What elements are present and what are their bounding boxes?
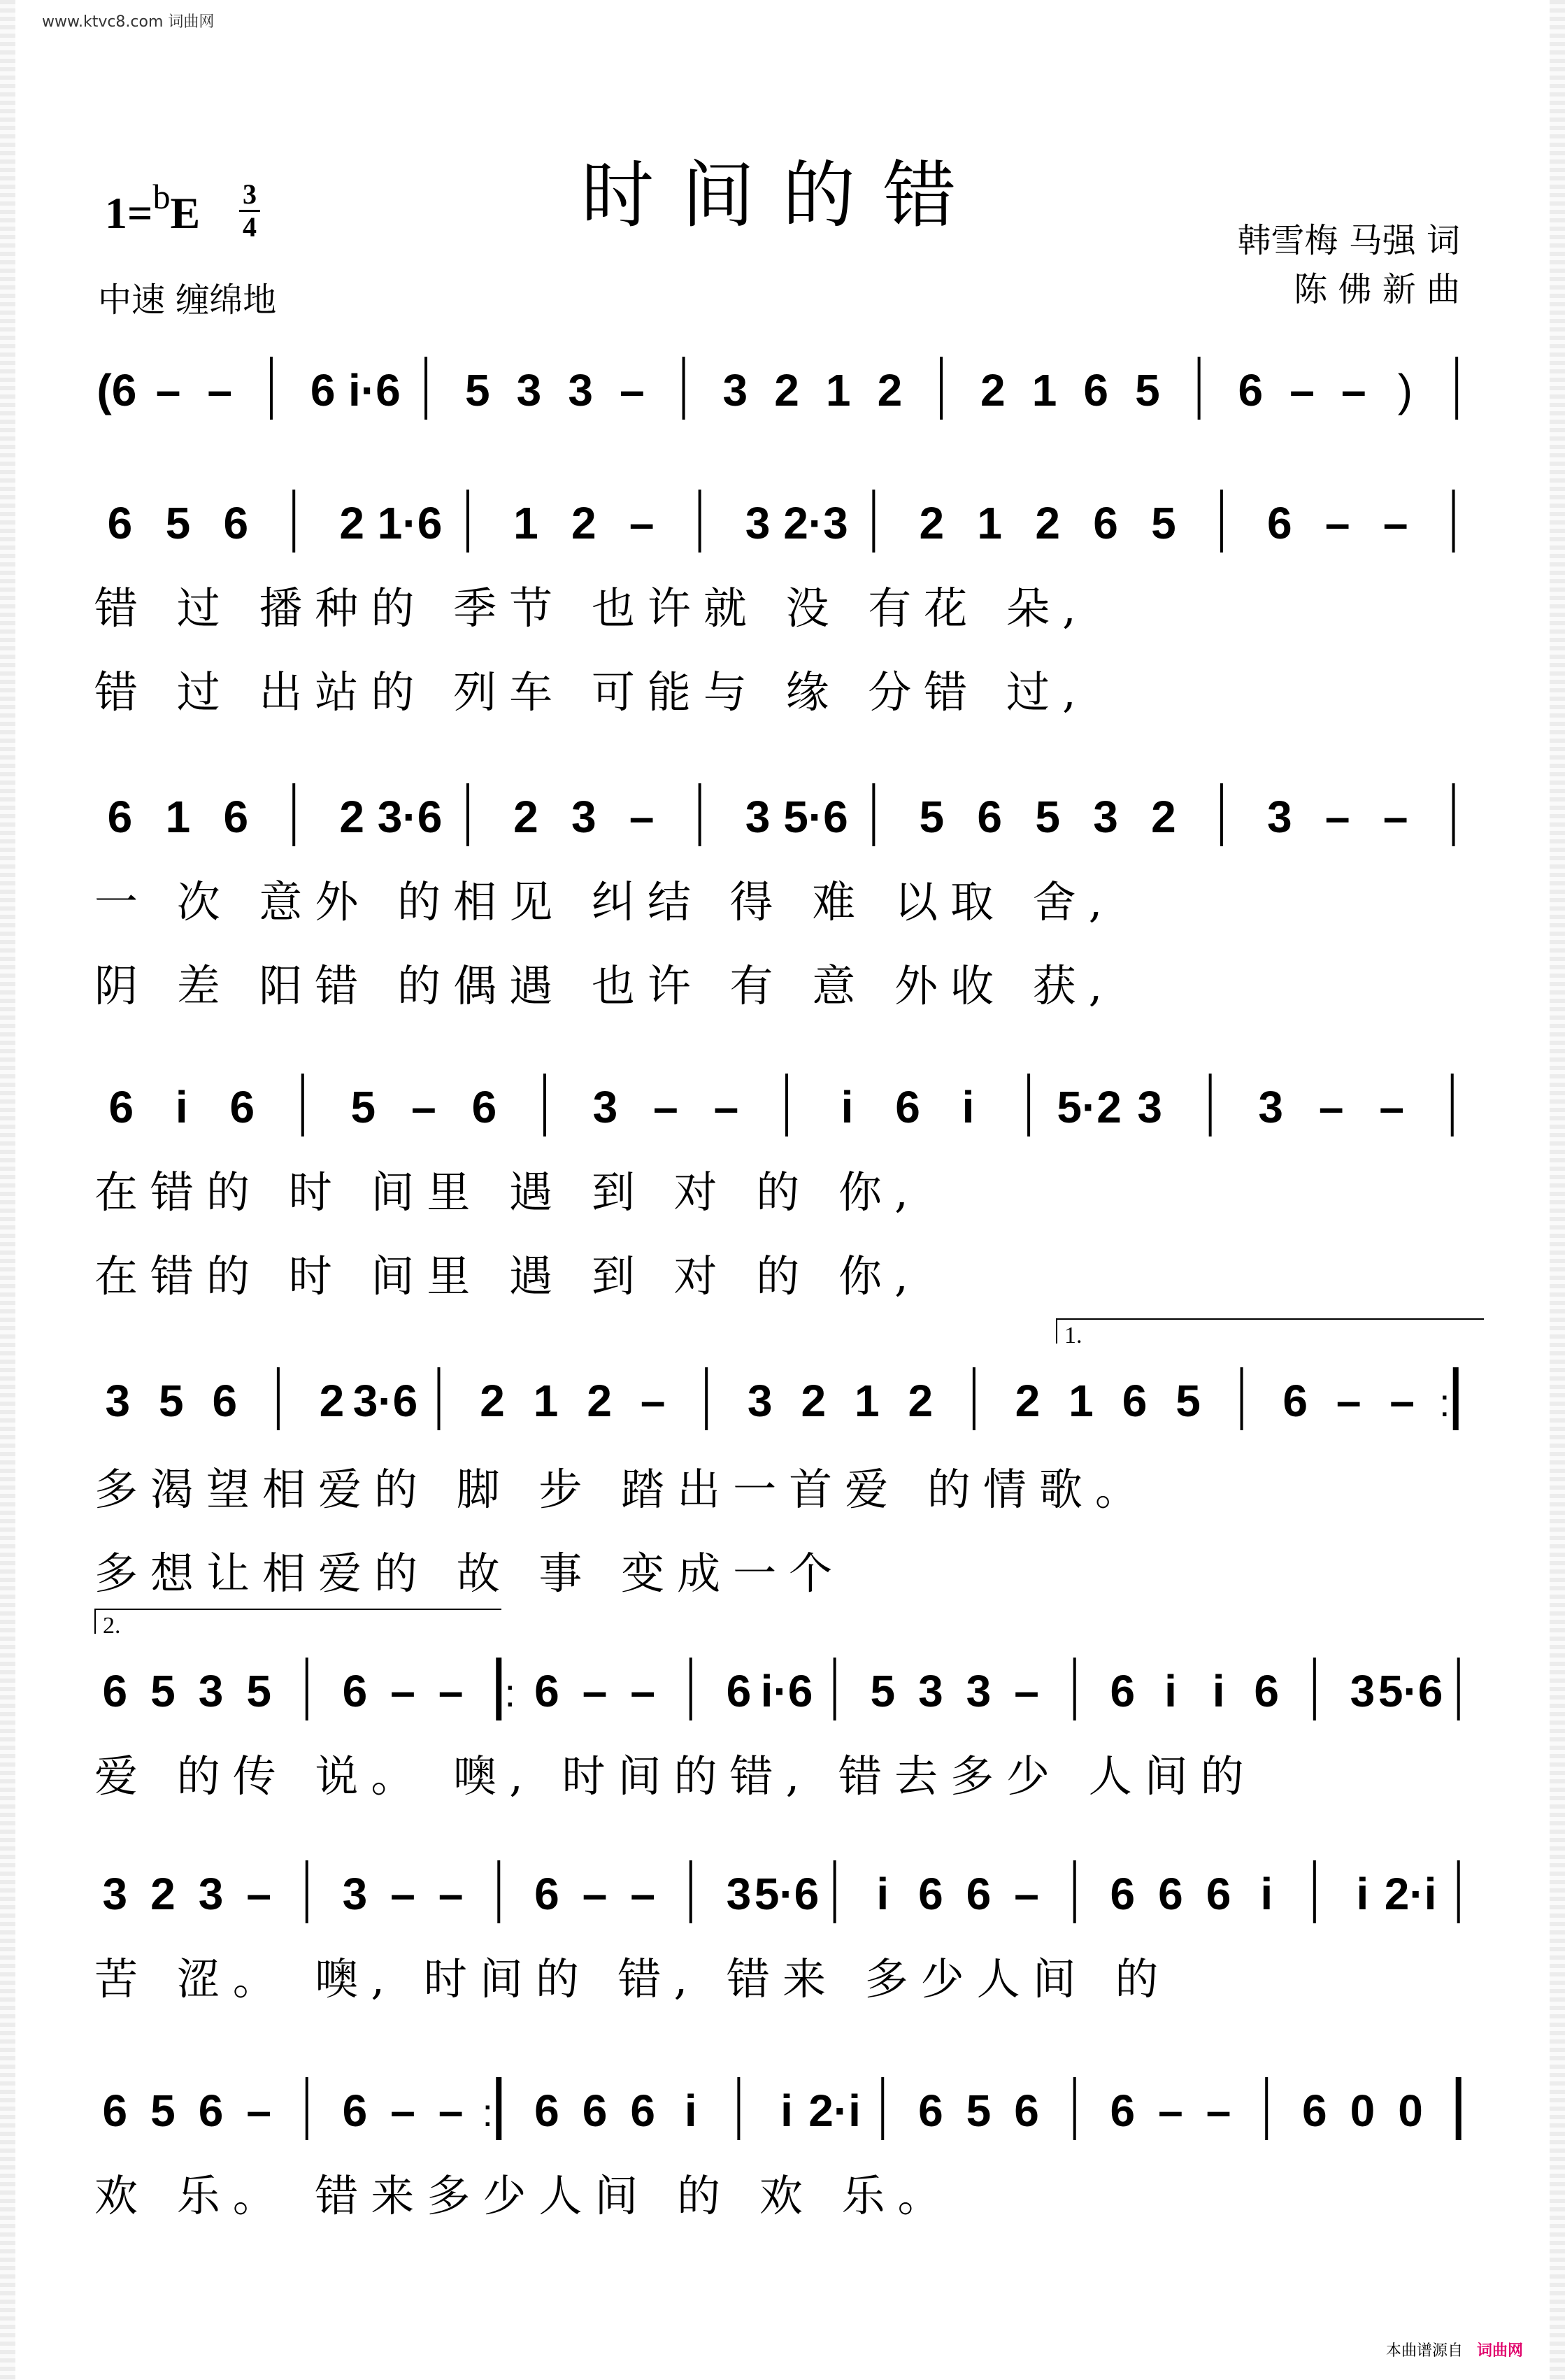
repeat-dots: :	[504, 1671, 516, 1715]
note: –	[640, 1376, 666, 1426]
note: 6	[1110, 1869, 1136, 1919]
footer-logo: 词曲网	[1476, 2342, 1523, 2360]
note: i	[841, 1082, 854, 1132]
note: 6	[582, 2086, 608, 2136]
note: –	[629, 792, 655, 842]
lyric-line: 多想让相爱的 故 事 变成一个	[94, 1548, 845, 1599]
note: 3	[745, 792, 771, 842]
note: 6	[229, 1082, 255, 1132]
note: 6	[107, 498, 133, 548]
lyric-line: 一 次 意外 的相见 纠结 得 难 以取 舍,	[94, 876, 1115, 927]
note: 3	[571, 792, 596, 842]
lyric-line: 苦 涩。 噢, 时间的 错, 错来 多少人间 的	[94, 1953, 1171, 2004]
lyric-line: 在错的 时 间里 遇 到 对 的 你,	[94, 1250, 921, 1302]
note: 6	[1238, 365, 1264, 415]
tempo-marking: 中速 缠绵地	[98, 280, 277, 320]
note: 1	[165, 792, 191, 842]
repeat-dots: :	[1438, 1381, 1450, 1425]
lyric-line: 爱 的传 说。 噢, 时间的错, 错去多少 人间的	[94, 1751, 1257, 1802]
note: –	[1324, 498, 1350, 548]
note: i	[1356, 1869, 1369, 1919]
note: i	[780, 2086, 793, 2136]
note: 3·6	[377, 792, 443, 842]
note: –	[246, 1869, 271, 1919]
note: 6	[310, 365, 336, 415]
note: i	[175, 1082, 188, 1132]
meter-bottom: 4	[243, 211, 257, 243]
note: –	[630, 1666, 655, 1716]
note: 6	[1266, 498, 1292, 548]
note: 6	[102, 2086, 128, 2136]
note: 5	[165, 498, 191, 548]
note: 6	[1158, 1869, 1183, 1919]
lyric-line: 多渴望相爱的 脚 步 踏出一首爱 的情歌。	[94, 1464, 1151, 1515]
note: 5	[870, 1666, 896, 1716]
note: 1	[533, 1376, 559, 1426]
note: 5	[150, 1666, 176, 1716]
note: i	[1164, 1666, 1177, 1716]
note: 6	[1254, 1666, 1280, 1716]
note: 2	[513, 792, 538, 842]
notation-row-3	[91, 755, 1482, 881]
note: i	[876, 1869, 889, 1919]
note: –	[1014, 1666, 1039, 1716]
right-border-strip	[1550, 0, 1565, 2380]
note: –	[438, 1869, 464, 1919]
note: 1	[1069, 1376, 1094, 1426]
note: 1	[977, 498, 1003, 548]
note: 2	[339, 498, 364, 548]
note: 2	[319, 1376, 345, 1426]
note: 6	[977, 792, 1003, 842]
note: 1·6	[377, 498, 443, 548]
note: (6	[97, 365, 137, 415]
note: 6	[534, 1869, 559, 1919]
note: 3	[966, 1666, 992, 1716]
note: 2	[150, 1869, 176, 1919]
note: 6	[630, 2086, 655, 2136]
time-signature	[239, 180, 260, 241]
left-border-strip	[0, 0, 15, 2380]
note: 6	[107, 792, 133, 842]
note: 1	[855, 1376, 880, 1426]
key-prefix: 1=	[105, 188, 153, 238]
note: 3	[516, 365, 542, 415]
notation-line	[91, 2049, 1482, 2175]
note: –	[438, 1666, 464, 1716]
note: –	[1206, 2086, 1231, 2136]
notation-row-5	[91, 1339, 1482, 1465]
note: i·6	[348, 365, 401, 415]
notation-row-2	[91, 462, 1482, 587]
note: –	[1158, 2086, 1183, 2136]
note: –	[1318, 1082, 1344, 1132]
note: –	[630, 1869, 655, 1919]
note: –	[246, 2086, 271, 2136]
note: i	[1260, 1869, 1273, 1919]
note: 3	[592, 1082, 618, 1132]
notation-row-7	[91, 1832, 1482, 1958]
note: 6	[1083, 365, 1109, 415]
note: 2	[1151, 792, 1176, 842]
note: 3	[726, 1869, 752, 1919]
composer-credit: 陈 佛 新 曲	[1294, 270, 1460, 309]
note: –	[155, 365, 181, 415]
note: 6	[223, 498, 249, 548]
note: 6	[918, 2086, 943, 2136]
note: 3·6	[352, 1376, 418, 1426]
note: 0	[1350, 2086, 1375, 2136]
note: 2·i	[1384, 1869, 1437, 1919]
note: –	[1382, 792, 1408, 842]
note: 3	[198, 1869, 224, 1919]
note: –	[438, 2086, 464, 2136]
note: –	[1379, 1082, 1405, 1132]
meter-top: 3	[243, 178, 257, 210]
notation-line	[91, 329, 1482, 455]
note: 3	[568, 365, 593, 415]
note: 3	[1266, 792, 1292, 842]
site-watermark: www.ktvc8.com 词曲网	[42, 13, 215, 31]
note: 2	[1035, 498, 1060, 548]
song-title: 时间的错	[580, 152, 984, 238]
note: 5	[246, 1666, 271, 1716]
note: –	[207, 365, 233, 415]
notation-row-1	[91, 329, 1482, 455]
notation-line	[91, 1339, 1482, 1465]
note: –	[582, 1666, 608, 1716]
note: 6	[223, 792, 249, 842]
repeat-dots: :	[482, 2090, 494, 2135]
notation-row-4	[91, 1046, 1482, 1171]
note: 3	[342, 1869, 368, 1919]
note: i	[684, 2086, 697, 2136]
notation-line	[91, 1046, 1482, 1171]
note: 6	[1014, 2086, 1039, 2136]
note: 6	[1093, 498, 1118, 548]
note: –	[1341, 365, 1366, 415]
note: 2	[877, 365, 903, 415]
lyricist-credit: 韩雪梅 马强 词	[1237, 221, 1460, 260]
first-ending-bracket: 1.	[1056, 1318, 1484, 1344]
lyric-line: 阴 差 阳错 的偶遇 也许 有 意 外收 获,	[94, 960, 1115, 1011]
note: 6	[471, 1082, 497, 1132]
note: 6	[534, 1666, 559, 1716]
note: –	[620, 365, 645, 415]
note: –	[1336, 1376, 1362, 1426]
notation-line	[91, 755, 1482, 881]
note: 6	[966, 1869, 992, 1919]
note: 6	[534, 2086, 559, 2136]
notation-row-6	[91, 1630, 1482, 1755]
note: –	[713, 1082, 739, 1132]
note: 3	[918, 1666, 943, 1716]
note: 1	[513, 498, 538, 548]
note: 2·i	[808, 2086, 861, 2136]
note: 2·3	[783, 498, 848, 548]
note: 6	[918, 1869, 943, 1919]
source-footer	[1386, 2339, 1523, 2360]
note: i	[962, 1082, 975, 1132]
note: 2	[480, 1376, 505, 1426]
note: 2	[980, 365, 1006, 415]
note: 5·6	[754, 1869, 820, 1919]
note: 2	[774, 365, 799, 415]
note: 3	[747, 1376, 773, 1426]
note: 6	[342, 2086, 368, 2136]
note: 3	[722, 365, 748, 415]
notation-row-8	[91, 2049, 1482, 2175]
flat-sign: b	[152, 177, 171, 216]
lyric-line: 错 过 出站的 列车 可能与 缘 分错 过,	[94, 667, 1089, 718]
key-tonic: E	[170, 188, 201, 238]
note: –	[390, 1869, 415, 1919]
note: i·6	[760, 1666, 813, 1716]
note: 6	[102, 1666, 128, 1716]
note: 3	[1137, 1082, 1162, 1132]
note: –	[1324, 792, 1350, 842]
note: 5	[159, 1376, 184, 1426]
note: 5	[966, 2086, 992, 2136]
note: 2	[908, 1376, 934, 1426]
note: 1	[825, 365, 851, 415]
note: 6	[342, 1666, 368, 1716]
notation-line	[91, 1832, 1482, 1958]
note: 5	[1035, 792, 1060, 842]
lyric-line: 在错的 时 间里 遇 到 对 的 你,	[94, 1167, 921, 1218]
note: 1	[1031, 365, 1057, 415]
note: 2	[339, 792, 364, 842]
note: –	[582, 1869, 608, 1919]
lyric-line: 欢 乐。 错来多少人间 的 欢 乐。	[94, 2170, 954, 2221]
note: 5	[150, 2086, 176, 2136]
footer-source-text: 本曲谱源自	[1385, 2342, 1463, 2360]
paren-mark: )	[1397, 365, 1413, 415]
second-ending-bracket: 2.	[94, 1609, 501, 1634]
lyric-line: 错 过 播种的 季节 也许就 没 有花 朵,	[94, 583, 1089, 634]
note: 2	[571, 498, 596, 548]
note: 5·6	[1378, 1666, 1443, 1716]
note: 6	[1110, 2086, 1136, 2136]
note: 5	[464, 365, 490, 415]
note: –	[1014, 1869, 1039, 1919]
note: 6	[1302, 2086, 1327, 2136]
note: 6	[895, 1082, 920, 1132]
note: –	[390, 2086, 415, 2136]
notation-line	[91, 462, 1482, 587]
key-signature	[105, 177, 201, 239]
notation-line	[91, 1630, 1482, 1755]
note: 5	[1175, 1376, 1201, 1426]
note: 6	[726, 1666, 752, 1716]
note: 5	[350, 1082, 376, 1132]
note: 6	[212, 1376, 238, 1426]
note: i	[1212, 1666, 1225, 1716]
note: 6	[1122, 1376, 1148, 1426]
note: 2	[587, 1376, 612, 1426]
note: 6	[198, 2086, 224, 2136]
note: 5	[919, 792, 945, 842]
note: 3	[745, 498, 771, 548]
note: 5	[1151, 498, 1176, 548]
note: –	[1289, 365, 1315, 415]
note: –	[390, 1666, 415, 1716]
note: –	[629, 498, 655, 548]
note: 2	[801, 1376, 827, 1426]
note: 6	[108, 1082, 134, 1132]
note: 5	[1135, 365, 1160, 415]
note: 3	[198, 1666, 224, 1716]
note: –	[411, 1082, 436, 1132]
note: 2	[1015, 1376, 1041, 1426]
note: 2	[919, 498, 945, 548]
note: 3	[1350, 1666, 1375, 1716]
note: –	[1382, 498, 1408, 548]
note: 3	[1093, 792, 1118, 842]
note: 3	[102, 1869, 128, 1919]
note: 3	[105, 1376, 131, 1426]
note: 0	[1398, 2086, 1423, 2136]
note: 6	[1110, 1666, 1136, 1716]
note: 6	[1282, 1376, 1308, 1426]
note: –	[653, 1082, 678, 1132]
note: 6	[1206, 1869, 1231, 1919]
note: –	[1389, 1376, 1415, 1426]
note: 3	[1258, 1082, 1283, 1132]
note: 5·2	[1057, 1082, 1122, 1132]
note: 5·6	[783, 792, 848, 842]
